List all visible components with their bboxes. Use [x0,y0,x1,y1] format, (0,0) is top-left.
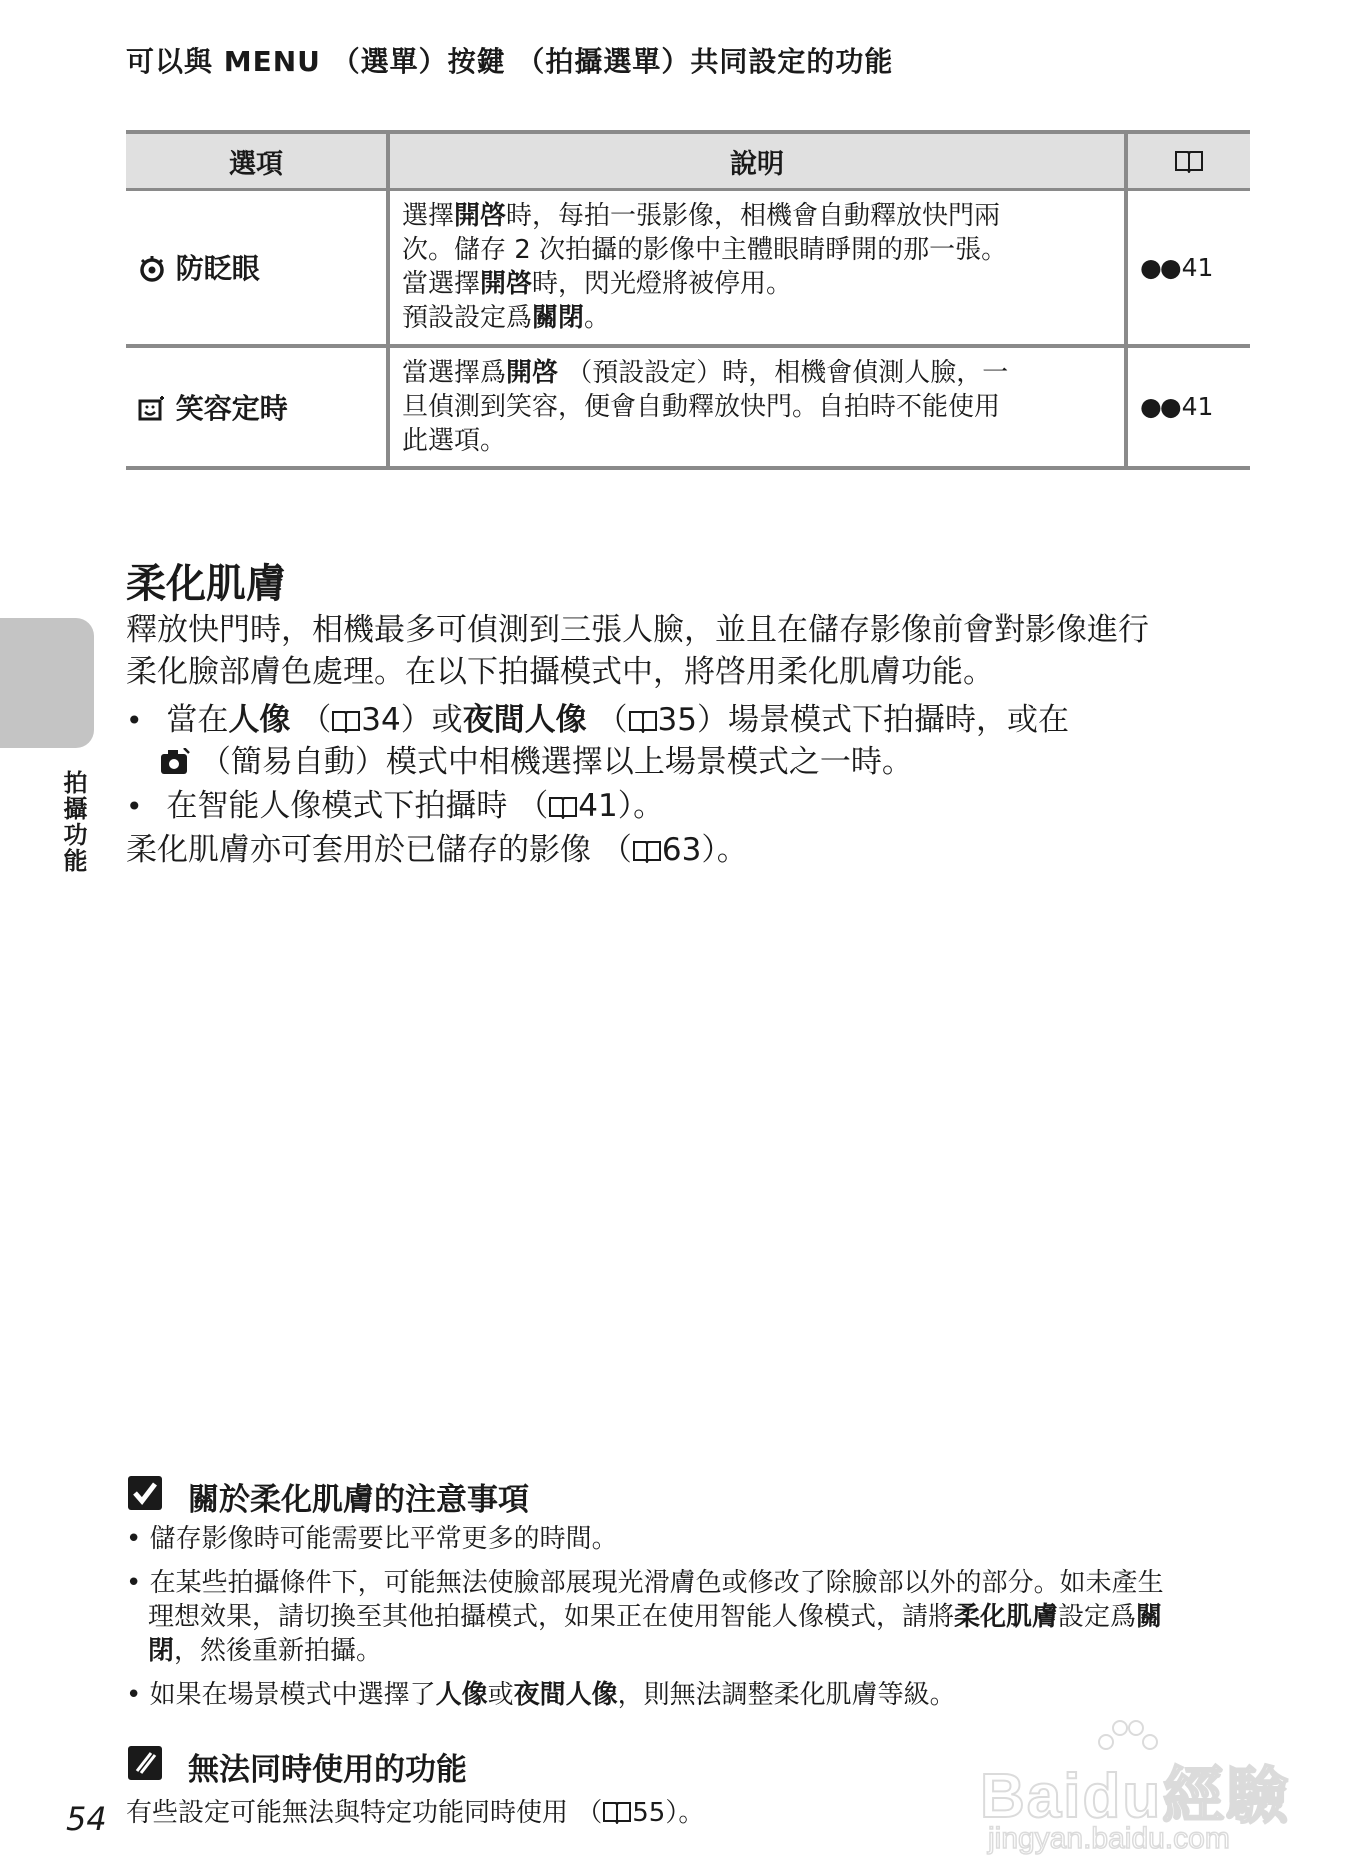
book-icon [1174,149,1204,173]
desc-line: 當選擇爲開啓 （預設設定）時，相機會偵測人臉，一 [402,357,1009,388]
option-cell [126,190,388,346]
bullet-dot: • [126,790,143,823]
table-row [126,346,1250,468]
blink-proof-icon [138,256,166,282]
description-cell [388,346,1126,468]
desc-line: 此選項。 [402,425,507,456]
pencil-icon [128,1746,162,1780]
desc-line: 旦偵測到笑容，便會自動釋放快門。自拍時不能使用 [402,391,1001,422]
reference-icon: ●● [1140,252,1180,282]
book-icon [602,1800,632,1824]
side-tab [0,618,94,748]
watermark-text: Baidu經驗 [980,1762,1291,1831]
page-ref[interactable]: 34 [361,702,401,738]
smile-timer-icon [138,396,166,422]
description-cell [388,190,1126,346]
side-tab-label: 拍攝功能 [59,770,87,874]
page-number: 54 [66,1800,107,1838]
bullet-item-continuation: （簡易自動）模式中相機選擇以上場景模式之一時。 [160,742,913,782]
section-title: 柔化肌膚 [126,561,286,607]
desc-line: 次。儲存 2 次拍攝的影像中主體眼睛睜開的那一張。 [402,235,1008,266]
note-bullet-continuation: 理想效果，請切換至其他拍攝模式，如果正在使用智能人像模式，請將柔化肌膚設定爲關 [148,1602,1163,1632]
desc-line: 當選擇開啓時，閃光燈將被停用。 [402,269,793,300]
col-header-description: 說明 [388,132,1126,190]
table-header-row [126,132,1250,190]
col-header-reference [1126,132,1250,190]
note-bullet: • 儲存影像時可能需要比平常更多的時間。 [126,1524,618,1554]
paragraph-line: 柔化肌膚亦可套用於已儲存的影像 （ 63）。 [126,832,748,868]
book-icon [632,839,662,863]
page-ref[interactable]: 35 [657,702,697,738]
reference-cell[interactable] [1126,190,1250,346]
book-icon [548,795,578,819]
bullet-item: • 當在人像 （ 34）或夜間人像 （ 35）場景模式下拍攝時，或在 [126,702,1069,738]
page-ref[interactable]: 55 [632,1798,666,1828]
paragraph-line: 柔化臉部膚色處理。在以下拍攝模式中，將啓用柔化肌膚功能。 [126,654,994,690]
book-icon [331,709,361,733]
easy-auto-icon [160,748,190,776]
desc-line: 預設設定爲關閉。 [402,303,611,334]
note-bullet: • 在某些拍攝條件下，可能無法使臉部展現光滑膚色或修改了除臉部以外的部分。如未產生 [126,1568,1164,1598]
watermark [980,1718,1310,1868]
note-title: 無法同時使用的功能 [188,1752,467,1788]
reference-cell[interactable] [1126,346,1250,468]
page-heading: 可以與 MENU （選單）按鍵 （拍攝選單）共同設定的功能 [126,45,894,78]
table-row [126,190,1250,346]
bullet-item: • 在智能人像模式下拍攝時 （ 41）。 [126,788,665,824]
option-cell [126,346,388,468]
paragraph-line: 釋放快門時，相機最多可偵測到三張人臉，並且在儲存影像前會對影像進行 [126,612,1149,648]
book-icon [628,709,658,733]
note-bullet: • 如果在場景模式中選擇了人像或夜間人像，則無法調整柔化肌膚等級。 [126,1680,956,1710]
page-ref[interactable]: 41 [578,788,618,824]
reference-icon: ●● [1140,392,1180,421]
page-ref[interactable]: 63 [661,832,702,868]
note-bullet-continuation: 閉，然後重新拍攝。 [148,1636,383,1666]
option-label: 防眨眼 [175,252,260,286]
option-label: 笑容定時 [175,391,288,425]
col-header-option: 選項 [126,132,388,190]
bullet-dot: • [126,704,143,737]
watermark-url: jingyan.baidu.com [988,1822,1230,1855]
reference-page: 41 [1181,252,1214,282]
note-title: 關於柔化肌膚的注意事項 [188,1482,529,1518]
desc-line: 選擇開啓時，每拍一張影像，相機會自動釋放快門兩 [402,201,1001,232]
reference-page: 41 [1181,392,1214,421]
settings-table [126,130,1250,470]
note-text: 有些設定可能無法與特定功能同時使用 （ 55）。 [126,1798,705,1828]
checkmark-icon [128,1476,162,1510]
